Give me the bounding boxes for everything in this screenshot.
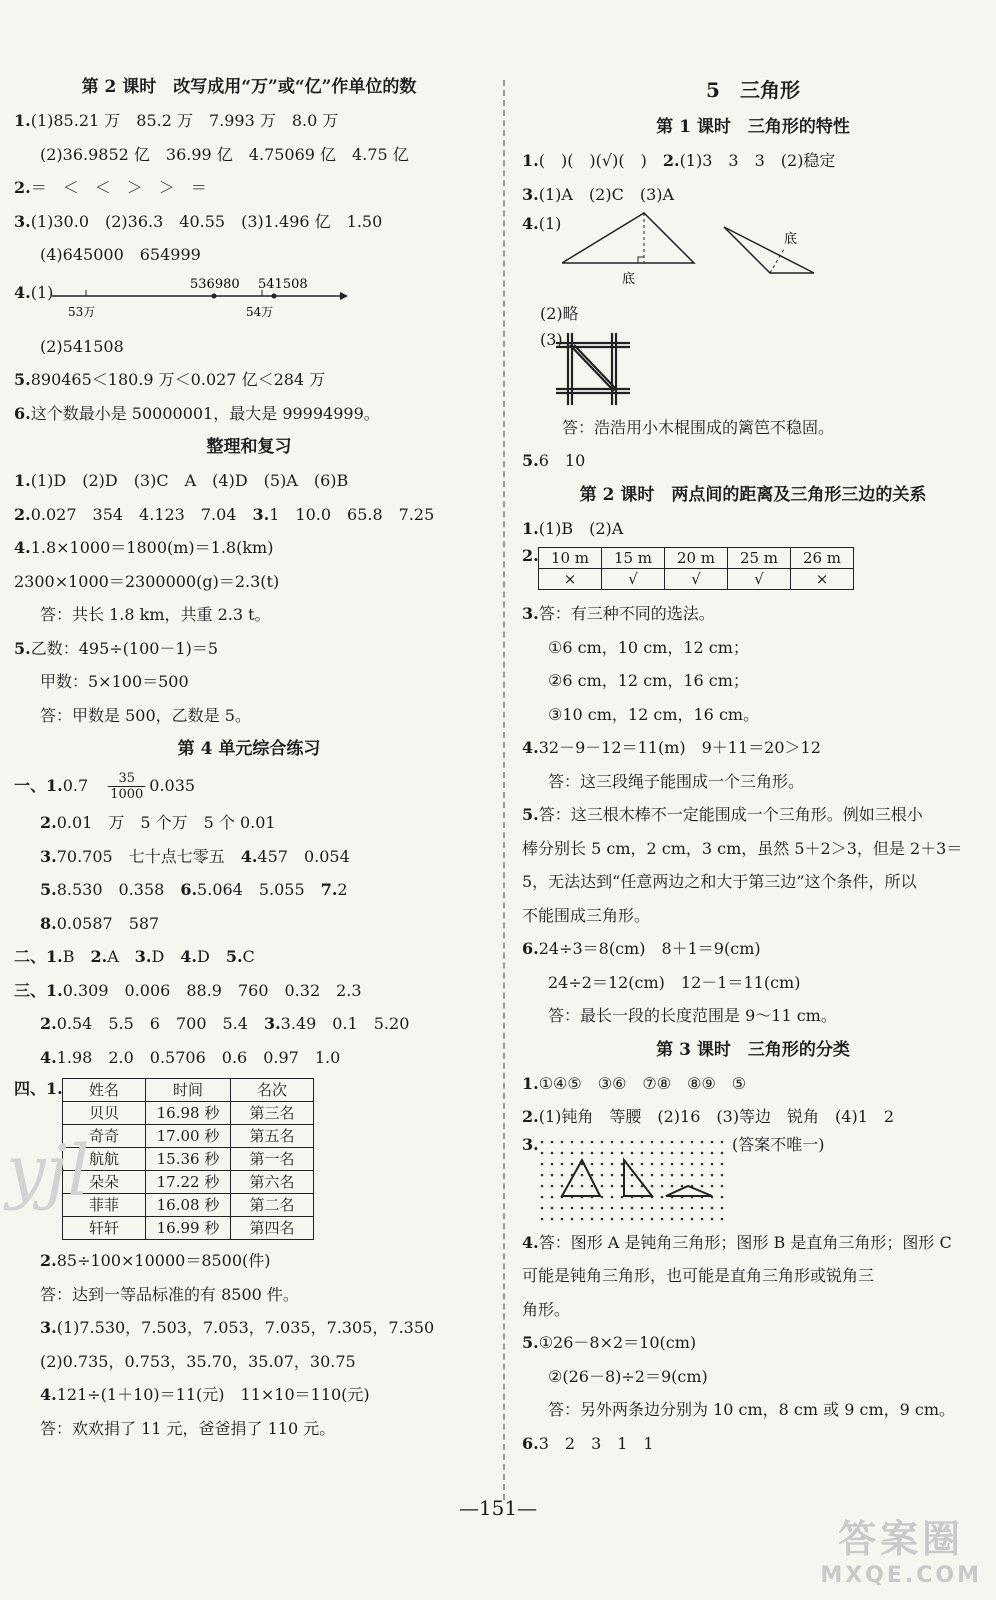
grid-dot (571, 1140, 574, 1143)
answer-line: 答：欢欢捐了 11 元，爸爸捐了 110 元。 (40, 1418, 336, 1438)
answer-line: 1.(1)85.21 万 85.2 万 7.993 万 8.0 万 (14, 111, 339, 130)
answer-line: (2)略 (540, 304, 579, 323)
grid-dot (601, 1217, 604, 1220)
grid-dot (671, 1151, 674, 1154)
answer-line: 3.答：有三种不同的选法。 (522, 604, 715, 623)
grid-dot (591, 1140, 594, 1143)
grid-dot (721, 1206, 724, 1209)
grid-dot (641, 1162, 644, 1165)
grid-dot (621, 1173, 624, 1176)
answer-line: 1.①④⑤ ③⑥ ⑦⑧ ⑧⑨ ⑤ (522, 1073, 747, 1093)
answer-line: 2300×1000＝2300000(g)＝2.3(t) (14, 571, 280, 591)
grid-dot (611, 1217, 614, 1220)
grid-dot (701, 1184, 704, 1187)
grid-dot (561, 1162, 564, 1165)
answer-line: 4.1.8×1000＝1800(m)＝1.8(km) (14, 538, 274, 557)
grid-dot (561, 1206, 564, 1209)
grid-dot (611, 1162, 614, 1165)
grid-dot (681, 1184, 684, 1187)
answer-line: 棒分别长 5 cm，2 cm，3 cm，虽然 5＋2＞3，但是 2＋3＝ (522, 838, 963, 858)
grid-dot (561, 1217, 564, 1220)
grid-dot (691, 1173, 694, 1176)
grid-dot (671, 1206, 674, 1209)
grid-dot (651, 1140, 654, 1143)
answer-line: 2.0.01 万 5 个万 5 个 0.01 (40, 813, 276, 832)
grid-dot (631, 1217, 634, 1220)
grid-dot (651, 1151, 654, 1154)
grid-dot (571, 1151, 574, 1154)
grid-dot (721, 1140, 724, 1143)
watermark-side: yjl (6, 1130, 90, 1212)
grid-dot (551, 1206, 554, 1209)
answer-line: 4.121÷(1＋10)＝11(元) 11×10＝110(元) (40, 1385, 370, 1404)
grid-dot (551, 1162, 554, 1165)
ranking-table: 姓名 时间 名次 贝贝 16.98 秒 第三名 奇奇 17.00 秒 第五名 航航 15.36 秒 第一名 朵朵 17.22 秒 第六名 菲菲 16.08 秒 第二名 轩轩 16.99 秒 第四名 (62, 1078, 314, 1240)
section-title: 整理和复习 (206, 437, 292, 457)
grid-dot (541, 1195, 544, 1198)
answer-line: 答：另外两条边分别为 10 cm，8 cm 或 9 cm，9 cm。 (548, 1400, 956, 1419)
grid-dot (641, 1206, 644, 1209)
right-column (522, 70, 984, 1460)
grid-dot (651, 1206, 654, 1209)
grid-dot (581, 1206, 584, 1209)
grid-dot (631, 1173, 634, 1176)
grid-dot (661, 1195, 664, 1198)
grid-dot (721, 1184, 724, 1187)
answer-line: 5.①26－8×2＝10(cm) (522, 1333, 697, 1352)
table-row: 贝贝 16.98 秒 第三名 (63, 1102, 314, 1125)
section-title: 第 4 单元综合练习 (177, 739, 321, 759)
grid-dot (681, 1151, 684, 1154)
triangle-figure-block: 4.(1) 底 底 (522, 211, 984, 297)
table-row: 奇奇 17.00 秒 第五名 (63, 1125, 314, 1148)
grid-dot (651, 1162, 654, 1165)
section-title: 第 3 课时 三角形的分类 (656, 1039, 850, 1060)
grid-dot (671, 1173, 674, 1176)
answer-line: 3.(1)30.0 (2)36.3 40.55 (3)1.496 亿 1.50 (14, 211, 383, 231)
dot-grid-block: 3. (答案不唯一) (522, 1134, 984, 1226)
tick-label: 541508 (258, 276, 308, 292)
answer-line: 不能围成三角形。 (522, 905, 651, 925)
tick-label: 54万 (246, 304, 274, 319)
answer-line: 1.( )( )(√)( ) 2.(1)3 3 3 (2)稳定 (522, 151, 836, 170)
grid-dot (591, 1173, 594, 1176)
section-title: 第 1 课时 三角形的特性 (656, 117, 850, 137)
answer-line: 4.答：图形 A 是钝角三角形；图形 B 是直角三角形；图形 C (522, 1232, 952, 1252)
grid-dot (581, 1173, 584, 1176)
grid-dot (561, 1140, 564, 1143)
grid-dot (681, 1140, 684, 1143)
grid-dot (541, 1140, 544, 1143)
answer-line: 答：共长 1.8 km，共重 2.3 t。 (40, 605, 271, 624)
grid-dot (701, 1217, 704, 1220)
section-title: 第 2 课时 改写成用“万”或“亿”作单位的数 (81, 77, 417, 97)
base-label: 底 (622, 272, 636, 287)
grid-dot (671, 1184, 674, 1187)
grid-dot (621, 1140, 624, 1143)
grid-dot (581, 1184, 584, 1187)
section-title: 第 2 课时 两点间的距离及三角形三边的关系 (579, 484, 927, 505)
grid-dot (701, 1206, 704, 1209)
grid-dot (611, 1184, 614, 1187)
grid-dot (681, 1173, 684, 1176)
grid-dot (551, 1217, 554, 1220)
grid-dot (571, 1217, 574, 1220)
grid-dot (701, 1140, 704, 1143)
answer-line: (2)36.9852 亿 36.99 亿 4.75069 亿 4.75 亿 (40, 144, 409, 164)
grid-dot (581, 1151, 584, 1154)
grid-dot (581, 1217, 584, 1220)
dot-grid-figure (538, 1138, 728, 1226)
answer-line: 2.＝ ＜ ＜ ＞ ＞ ＝ (14, 178, 207, 197)
grid-dot (661, 1217, 664, 1220)
grid-dot (681, 1162, 684, 1165)
number-line-block: 4.(1) 536980 541508 53万 54万 (14, 272, 484, 330)
grid-dot (601, 1173, 604, 1176)
grid-dot (571, 1206, 574, 1209)
answer-line: 8.0.0587 587 (40, 913, 160, 933)
grid-dot (681, 1206, 684, 1209)
grid-dot (591, 1184, 594, 1187)
grid-dot (651, 1217, 654, 1220)
answer-line: 5，无法达到“任意两边之和大于第三边”这个条件，所以 (522, 872, 917, 891)
answer-line: ②6 cm，12 cm，16 cm； (548, 671, 749, 690)
grid-dot (601, 1140, 604, 1143)
answer-line: 5.8.530 0.358 6.5.064 5.055 7.2 (40, 880, 348, 899)
answer-line: 2.(1)钝角 等腰 (2)16 (3)等边 锐角 (4)1 2 (522, 1107, 895, 1126)
answer-line: 2.85÷100×10000＝8500(件) (40, 1251, 271, 1270)
fence-figure-block: (3) (522, 331, 984, 411)
grid-dot (541, 1162, 544, 1165)
grid-dot (721, 1151, 724, 1154)
grid-dot (711, 1162, 714, 1165)
grid-dot (671, 1217, 674, 1220)
answer-line: 2.0.027 354 4.123 7.04 3.1 10.0 65.8 7.25 (14, 504, 435, 524)
grid-dot (611, 1140, 614, 1143)
grid-dot (591, 1162, 594, 1165)
grid-dot (541, 1151, 544, 1154)
grid-dot (711, 1140, 714, 1143)
answer-line: ②(26－8)÷2＝9(cm) (548, 1366, 708, 1386)
grid-dot (621, 1184, 624, 1187)
grid-dot (641, 1140, 644, 1143)
grid-dot (691, 1206, 694, 1209)
answer-line: 24÷2＝12(cm) 12－1＝11(cm) (548, 972, 801, 992)
grid-dot (631, 1140, 634, 1143)
answer-line: 2.0.54 5.5 6 700 5.4 3.3.49 0.1 5.20 (40, 1014, 410, 1033)
grid-dot (711, 1217, 714, 1220)
answer-line: ③10 cm，12 cm，16 cm。 (548, 704, 760, 724)
stick-fence-figure (552, 331, 642, 411)
grid-dot (561, 1184, 564, 1187)
grid-dot (721, 1162, 724, 1165)
grid-dot (561, 1151, 564, 1154)
answer-line: 6.3 2 3 1 1 (522, 1433, 654, 1453)
table-row: 朵朵 17.22 秒 第六名 (63, 1171, 314, 1194)
answer-line: (2)0.735，0.753，35.70，35.07，30.75 (40, 1351, 356, 1371)
grid-dot (541, 1217, 544, 1220)
grid-dot (671, 1162, 674, 1165)
answer-line: 答：甲数是 500，乙数是 5。 (40, 705, 251, 725)
grid-dot (571, 1184, 574, 1187)
grid-dot (631, 1162, 634, 1165)
grid-dot (541, 1206, 544, 1209)
grid-dot (631, 1151, 634, 1154)
grid-dot (551, 1140, 554, 1143)
left-column (14, 70, 484, 1445)
answer-line: 答：浩浩用小木棍围成的篱笆不稳固。 (562, 417, 835, 437)
grid-dot (551, 1195, 554, 1198)
length-table: 10 m 15 m 20 m 25 m 26 m × √ √ √ × (538, 547, 854, 590)
grid-dot (621, 1195, 624, 1198)
table-row: 菲菲 16.08 秒 第二名 (63, 1194, 314, 1217)
grid-dot (621, 1151, 624, 1154)
grid-dot (701, 1173, 704, 1176)
grid-dot (601, 1206, 604, 1209)
answer-line: 二、1.B 2.A 3.D 4.D 5.C (14, 947, 255, 966)
answer-line: 5.答：这三根木棒不一定能围成一个三角形。例如三根小 (522, 805, 923, 824)
grid-dot (631, 1184, 634, 1187)
grid-dot (691, 1162, 694, 1165)
grid-dot (671, 1140, 674, 1143)
grid-dot (591, 1151, 594, 1154)
base-label: 底 (784, 232, 798, 247)
tick-label: 536980 (190, 276, 240, 292)
answer-line: 5.6 10 (522, 451, 586, 470)
answer-line: ①6 cm，10 cm，12 cm； (548, 637, 749, 657)
grid-dot (721, 1217, 724, 1220)
grid-dot (601, 1162, 604, 1165)
tick-label: 53万 (68, 304, 96, 319)
table-row: 轩轩 16.99 秒 第四名 (63, 1217, 314, 1240)
grid-dot (541, 1173, 544, 1176)
grid-dot (651, 1184, 654, 1187)
answer-line: 6.这个数最小是 50000001，最大是 99994999。 (14, 403, 380, 423)
grid-dot (581, 1140, 584, 1143)
grid-dot (721, 1173, 724, 1176)
chapter-title: 5 三角形 (706, 78, 800, 102)
answer-line: 角形。 (522, 1299, 571, 1319)
grid-dot (661, 1206, 664, 1209)
grid-dot (601, 1151, 604, 1154)
answer-line: 三、1.0.309 0.006 88.9 760 0.32 2.3 (14, 980, 362, 1000)
grid-dot (661, 1151, 664, 1154)
grid-dot (591, 1217, 594, 1220)
grid-dot (641, 1173, 644, 1176)
answer-line: 6.24÷3＝8(cm) 8＋1＝9(cm) (522, 939, 761, 958)
grid-dot (591, 1206, 594, 1209)
grid-dot (621, 1217, 624, 1220)
grid-dot (611, 1173, 614, 1176)
grid-dot (571, 1162, 574, 1165)
grid-dot (661, 1173, 664, 1176)
grid-dot (721, 1195, 724, 1198)
answer-line: 答：达到一等品标准的有 8500 件。 (40, 1284, 299, 1304)
length-table-block: 2. 10 m 15 m 20 m 25 m 26 m × √ √ √ × (522, 545, 984, 597)
grid-dot (661, 1140, 664, 1143)
grid-dot (651, 1173, 654, 1176)
grid-dot (701, 1151, 704, 1154)
grid-dot (611, 1195, 614, 1198)
grid-dot (551, 1173, 554, 1176)
grid-dot (641, 1151, 644, 1154)
answer-line: 5.乙数：495÷(100－1)＝5 (14, 638, 219, 658)
answer-line: 5.890465＜180.9 万＜0.027 亿＜284 万 (14, 370, 326, 389)
grid-dot (601, 1184, 604, 1187)
answer-line: (4)645000 654999 (40, 245, 201, 264)
column-divider (503, 80, 505, 1500)
grid-dot (711, 1151, 714, 1154)
answer-line: 甲数：5×100＝500 (40, 672, 189, 691)
grid-dot (681, 1217, 684, 1220)
answer-line: 3.70.705 七十点七零五 4.457 0.054 (40, 846, 350, 866)
answer-line: (2)541508 (40, 336, 124, 356)
grid-dot (691, 1151, 694, 1154)
grid-dot (551, 1151, 554, 1154)
answer-line: 3.(1)7.530，7.503，7.053，7.035，7.305，7.350 (40, 1318, 435, 1337)
grid-dot (691, 1217, 694, 1220)
answer-line: 4.1.98 2.0 0.5706 0.6 0.97 1.0 (40, 1047, 341, 1067)
answer-line: 1.(1)B (2)A (522, 518, 624, 538)
answer-line: 4.32－9－12＝11(m) 9＋11＝20＞12 (522, 738, 821, 757)
answer-line: 一、1.0.7 $\frac{35}{1000}$ 0.035 (14, 771, 196, 802)
grid-dot (711, 1173, 714, 1176)
grid-dot (621, 1162, 624, 1165)
answer-line: 答：最长一段的长度范围是 9～11 cm。 (548, 1006, 837, 1025)
page-number: —151— (458, 1496, 538, 1520)
fraction: $\frac{35}{1000}$ (110, 771, 144, 802)
answer-line: 可能是钝角三角形，也可能是直角三角形或锐角三 (522, 1266, 875, 1285)
triangles-with-height-figure (562, 211, 822, 297)
grid-dot (711, 1206, 714, 1209)
answer-line: 3.(1)A (2)C (3)A (522, 184, 675, 204)
grid-dot (661, 1162, 664, 1165)
grid-dot (711, 1184, 714, 1187)
answer-line: 答：这三段绳子能围成一个三角形。 (548, 771, 805, 791)
grid-dot (611, 1151, 614, 1154)
grid-dot (691, 1140, 694, 1143)
grid-dot (541, 1184, 544, 1187)
grid-dot (631, 1206, 634, 1209)
grid-dot (611, 1206, 614, 1209)
grid-dot (641, 1217, 644, 1220)
answer-line: 1.(1)D (2)D (3)C A (4)D (5)A (6)B (14, 471, 349, 490)
ranking-table-block: 四、1. 姓名 时间 名次 贝贝 16.98 秒 第三名 奇奇 17.00 秒 第五名 航航 15.36 秒 第一名 朵朵 17.22 秒 第六名 菲菲 16.08 秒 第二名 轩轩 16.99 秒 第四名 (14, 1074, 484, 1244)
number-line-figure (50, 272, 350, 330)
grid-dot (621, 1206, 624, 1209)
grid-dot (701, 1162, 704, 1165)
grid-dot (661, 1184, 664, 1187)
watermark-logo: 答案圈 MXQE.COM (820, 1517, 982, 1588)
table-row: 航航 15.36 秒 第一名 (63, 1148, 314, 1171)
grid-dot (561, 1173, 564, 1176)
grid-dot (551, 1184, 554, 1187)
